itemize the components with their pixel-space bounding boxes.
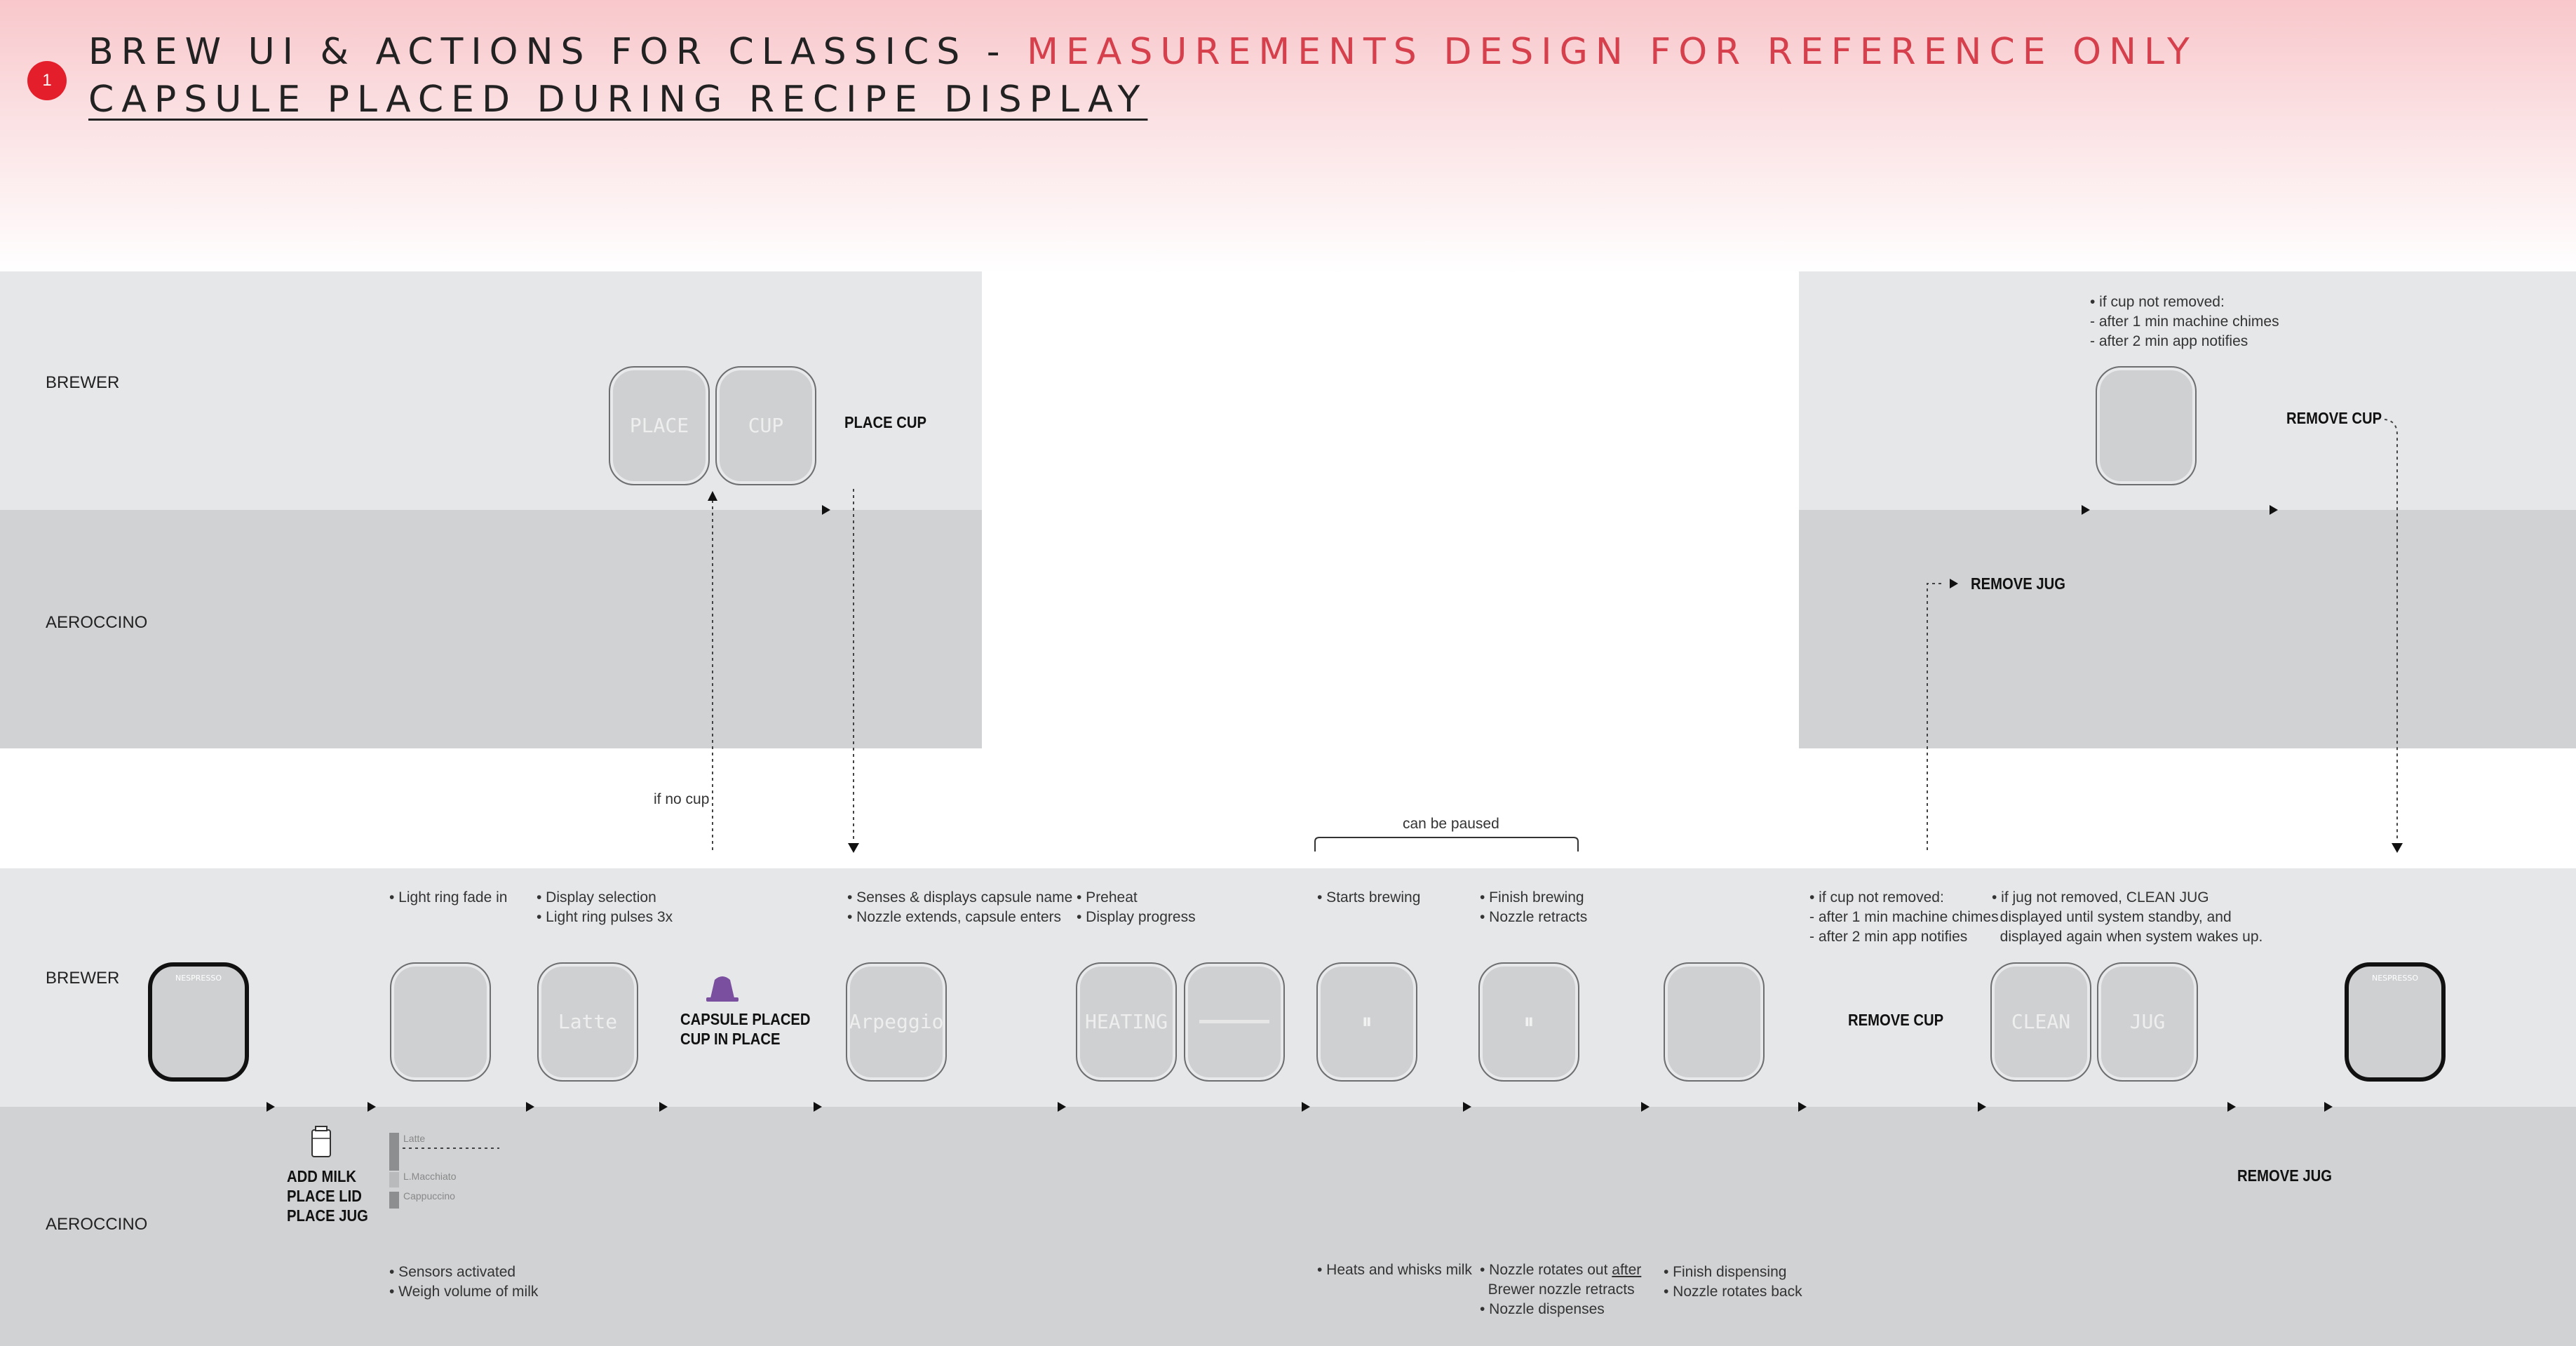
recipe-option-macchiato: L.Macchiato (403, 1171, 457, 1182)
note-finish-dispensing: • Finish dispensing • Nozzle rotates back (1664, 1264, 1802, 1300)
paused-bracket (1315, 837, 1578, 852)
action-remove-jug-main: REMOVE JUG (2237, 1166, 2332, 1185)
flow-arrow (822, 505, 830, 515)
arrow-head-up (708, 491, 717, 501)
step-number-badge: 1 (27, 61, 67, 100)
action-remove-jug: REMOVE JUG (1971, 574, 2065, 593)
flow-arrow (2227, 1102, 2236, 1112)
screen-latte: Latte (537, 962, 638, 1082)
connector-remove-cup-down (2385, 419, 2397, 842)
screen-clean: CLEAN (1990, 962, 2091, 1082)
flow-arrow (1978, 1102, 1986, 1112)
flow-arrow (367, 1102, 376, 1112)
note-preheat: • Preheat • Display progress (1077, 889, 1196, 925)
lane-label-aeroccino: AEROCCINO (46, 1215, 148, 1234)
flow-arrow (2324, 1102, 2333, 1112)
note-senses-capsule: • Senses & displays capsule name • Nozzle extends, capsule enters (847, 889, 1073, 925)
arrow-head-down (2392, 843, 2403, 853)
flow-arrow (1641, 1102, 1650, 1112)
lane-label-brewer: BREWER (46, 373, 120, 392)
screen-cup: CUP (715, 366, 816, 485)
note-nozzle-rotates-emph: after (1612, 1262, 1642, 1278)
note-light-ring: • Light ring fade in (389, 889, 508, 906)
flow-arrow (526, 1102, 534, 1112)
flow-arrow (267, 1102, 275, 1112)
arrow-head-right (1950, 579, 1958, 588)
action-remove-cup-main: REMOVE CUP (1848, 1011, 1944, 1029)
note-nozzle-rotates-post: Brewer nozzle retracts • Nozzle dispenses (1480, 1281, 1635, 1317)
nespresso-logo-icon: NESPRESSO (175, 974, 222, 983)
flow-arrow (814, 1102, 822, 1112)
flow-arrow (1302, 1102, 1310, 1112)
action-capsule-placed: CAPSULE PLACED CUP IN PLACE (680, 1010, 811, 1048)
flow-arrow (2082, 505, 2090, 515)
nespresso-logo-icon: NESPRESSO (2371, 974, 2418, 983)
recipe-option-cappuccino: Cappuccino (403, 1190, 455, 1202)
screen-heating: HEATING (1076, 962, 1177, 1082)
lane-label-brewer: BREWER (46, 969, 120, 988)
note-jug-not-removed: • if jug not removed, CLEAN JUG displayed until system standby, and displayed again when system wakes up. (1992, 889, 2263, 945)
flow-arrow (1798, 1102, 1807, 1112)
note-nozzle-rotates-pre: • Nozzle rotates out (1480, 1262, 1612, 1278)
lane-label-aeroccino: AEROCCINO (46, 613, 148, 632)
action-remove-cup: REMOVE CUP (2286, 409, 2382, 427)
action-add-milk: ADD MILK PLACE LID PLACE JUG (287, 1167, 368, 1225)
condition-if-no-cup: if no cup (654, 791, 710, 807)
screen-finish-pause: ⏸ (1478, 962, 1579, 1082)
connector-remove-jug-up (1927, 584, 1943, 850)
flow-arrow (1463, 1102, 1471, 1112)
page-subtitle: CAPSULE PLACED DURING RECIPE DISPLAY (88, 79, 1148, 121)
note-finish-brewing: • Finish brewing • Nozzle retracts (1480, 889, 1588, 925)
note-display-selection: • Display selection • Light ring pulses 3x (537, 889, 673, 925)
label-can-be-paused: can be paused (1403, 816, 1499, 832)
note-heats-whisks: • Heats and whisks milk (1317, 1262, 1472, 1278)
note-cup-not-removed: • if cup not removed: - after 1 min machine chimes - after 2 min app notifies (1809, 889, 1999, 945)
page-title-accent: MEASUREMENTS DESIGN FOR REFERENCE ONLY (1027, 31, 2197, 73)
recipe-option-latte: Latte (403, 1133, 426, 1144)
action-place-cup: PLACE CUP (844, 413, 926, 431)
note-sensors-activated: • Sensors activated • Weigh volume of milk (389, 1264, 539, 1300)
flow-arrow (2270, 505, 2278, 515)
note-starts-brewing: • Starts brewing (1317, 889, 1421, 906)
screen-place: PLACE (609, 366, 710, 485)
screen-brewing-pause: ⏸ (1316, 962, 1417, 1082)
arrow-head-down (848, 843, 859, 853)
screen-arpeggio: Arpeggio (846, 962, 947, 1082)
page-title-main: BREW UI & ACTIONS FOR CLASSICS - (88, 31, 1027, 73)
flow-arrow (1058, 1102, 1066, 1112)
flow-arrow (659, 1102, 668, 1112)
screen-jug: JUG (2097, 962, 2198, 1082)
branch-cup-not-removed-note: • if cup not removed: - after 1 min machine chimes - after 2 min app notifies (2090, 294, 2279, 349)
